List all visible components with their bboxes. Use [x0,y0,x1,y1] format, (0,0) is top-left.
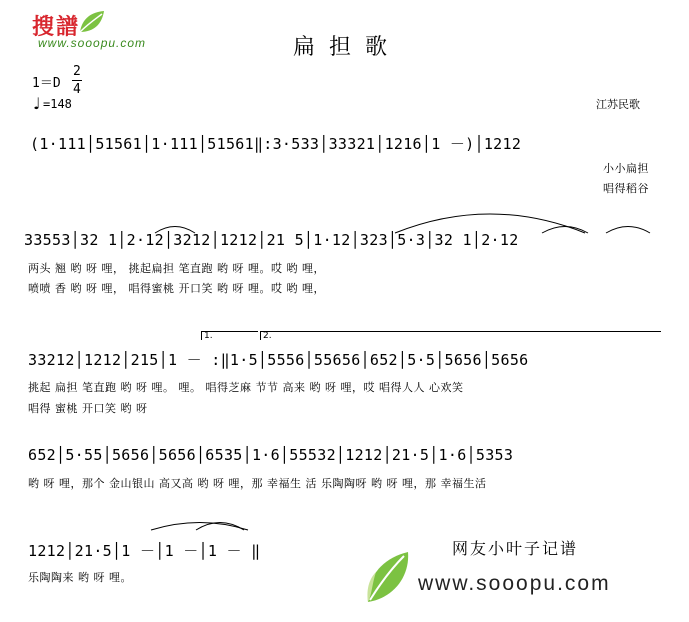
score-line-1-lyric-2: 唱得稻谷 [603,182,649,195]
score-line-5-lyric-1: 乐陶陶来 哟 呀 哩。 [28,571,132,584]
score-line-3-lyric-1: 挑起 扁担 笔直跑 哟 呀 哩。 哩。 唱得芝麻 节节 高来 哟 呀 哩，哎 唱得人人 心欢笑 [28,381,464,394]
score-line-1-lyric-1: 小小扁担 [603,162,649,175]
volta-1-label: 1. [204,331,213,341]
score-line-3-lyric-2: 唱得 蜜桃 开口笑 哟 呀 [28,402,148,415]
score-line-2-notes: 33553│32 1│2·12│3212│1212│21 5│1·12│323│5·3│32 1│2·12 [24,231,519,249]
site-logo-text: 搜譜 [32,14,81,40]
score-line-5-notes: 1212│21·5│1 －│1 －│1 － ‖ [28,542,261,560]
recorder-credit: 网友小叶子记谱 [452,539,579,558]
key-signature: 1＝D [32,76,61,91]
volta-2-label: 2. [263,331,272,341]
tempo-marking: =148 [43,97,72,111]
site-logo-url[interactable]: www.sooopu.com [38,36,147,50]
song-origin: 江苏民歌 [596,98,640,111]
score-line-2-lyric-2: 喷喷 香 哟 呀 哩， 唱得蜜桃 开口笑 哟 呀 哩。哎 哟 哩， [28,282,325,295]
time-signature-denominator: 4 [73,82,81,97]
song-title: 扁担歌 [293,35,402,60]
footer-site-url[interactable]: www.sooopu.com [418,572,611,595]
score-line-4-notes: 652│5·55│5656│5656│6535│1·6│55532│1212│21·5│1·6│5353 [28,446,514,464]
quarter-note-icon: ♩ [33,94,41,113]
volta-2-bracket [260,331,661,340]
score-line-1-notes: (1·111│51561│1·111│51561‖:3·533│33321│1216│1 －)│1212 [30,135,522,153]
leaf-watermark-icon [360,548,412,606]
score-line-4-lyric-1: 哟 呀 哩，那个 金山银山 高又高 哟 呀 哩，那 幸福生 活 乐陶陶呀 哟 呀 哩，那 幸福生活 [28,477,487,490]
score-line-2-lyric-1: 两头 翘 哟 呀 哩， 挑起扁担 笔直跑 哟 呀 哩。哎 哟 哩， [28,262,325,275]
time-signature-numerator: 2 [73,64,81,79]
score-line-3-notes: 33212│1212│215│1 － :‖1·5│5556│55656│652│5·5│5656│5656 [28,351,529,369]
